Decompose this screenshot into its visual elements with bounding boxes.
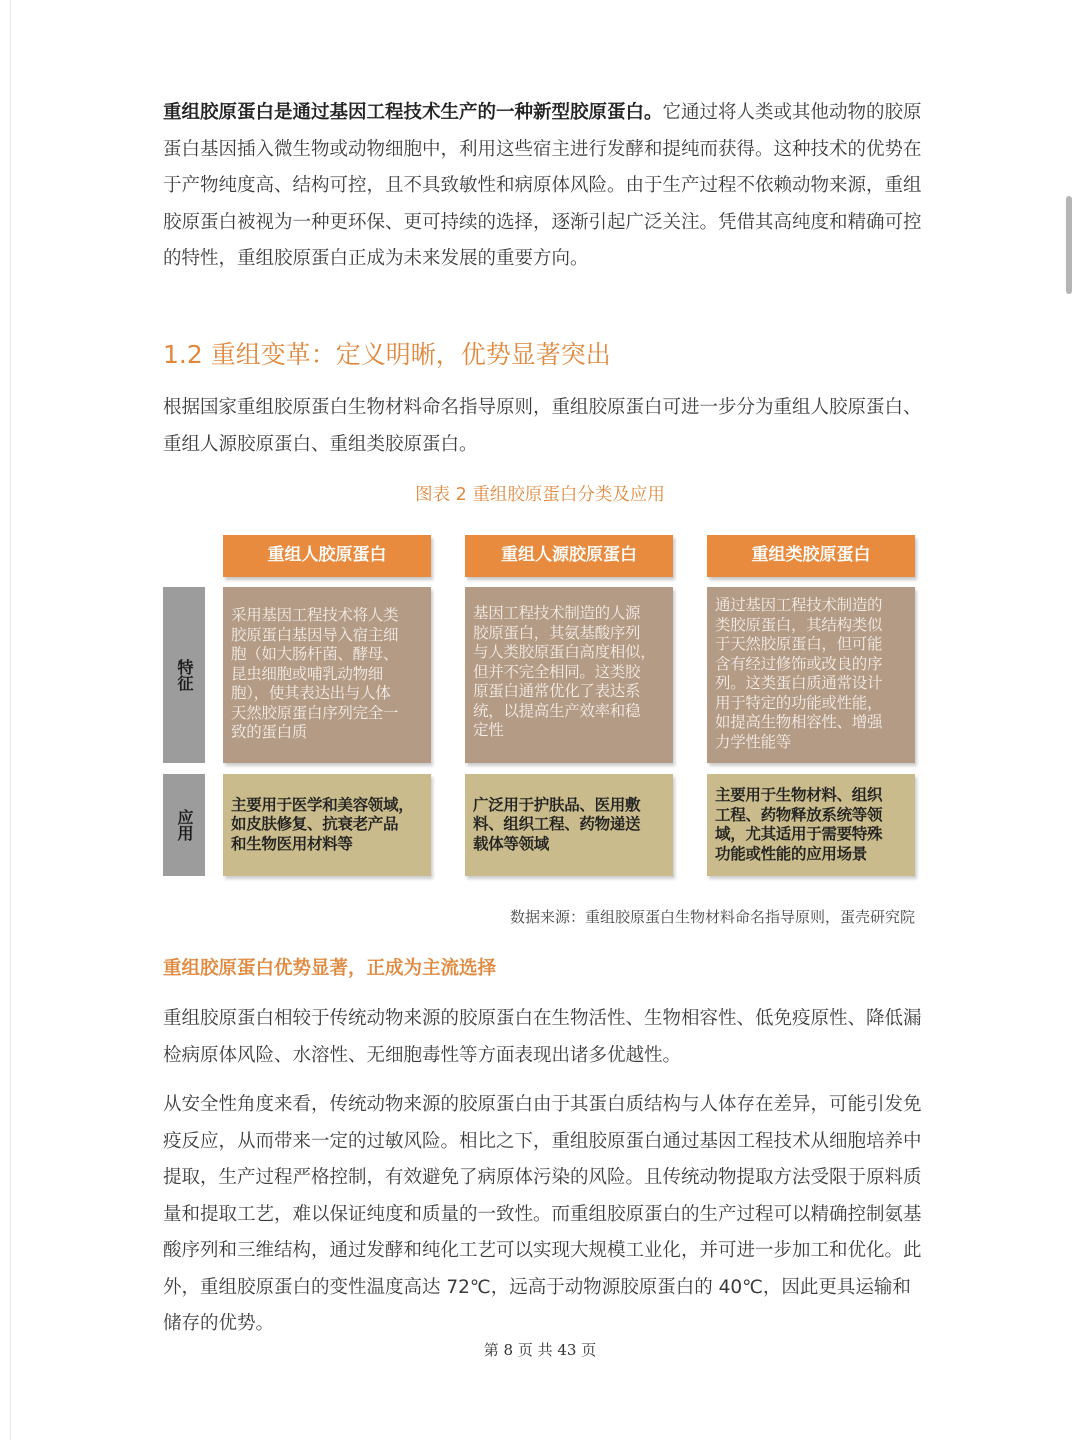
feature-cell-human-derived: 基因工程技术制造的人源 胶原蛋白，其氨基酸序列 与人类胶原蛋白高度相似， 但并不完全相同。这类胶 原蛋白通常优化了表达系 统，以提高生产效率和稳 定性 [465, 587, 673, 763]
advantages-paragraph-2: 从安全性角度来看，传统动物来源的胶原蛋白由于其蛋白质结构与人体存在差异，可能引发免疫反应，从而带来一定的过敏风险。相比之下，重组胶原蛋白通过基因工程技术从细胞培养中提取，生产过程严格控制，有效避免了病原体污染的风险。且传统动物提取方法受限于原料质量和提取工艺，难以保证纯度和质量的一致性。而重组胶原蛋白的生产过程可以精确控制氨基酸序列和三维结构，通过发酵和纯化工艺可以实现大规模工业化，并可进一步加工和优化。此外，重组胶原蛋白的变性温度高达 72℃，远高于动物源胶原蛋白的 40℃，因此更具运输和储存的优势。 [163, 1094, 922, 1334]
column-header-like: 重组类胶原蛋白 [707, 535, 915, 577]
section-heading: 1.2 重组变革：定义明晰，优势显著突出 [163, 340, 611, 369]
feature-cell-human: 采用基因工程技术将人类 胶原蛋白基因导入宿主细 胞（如大肠杆菌、酵母、 昆虫细胞或哺乳动物细 胞），使其表达出与人体 天然胶原蛋白序列完全一 致的蛋白质 [223, 587, 431, 763]
intro-bold-text: 重组胶原蛋白是通过基因工程技术生产的一种新型胶原蛋白。 [163, 102, 663, 123]
advantages-subheading: 重组胶原蛋白优势显著，正成为主流选择 [163, 958, 497, 979]
figure-title: 图表 2 重组胶原蛋白分类及应用 [415, 485, 665, 505]
application-cell-human-derived: 广泛用于护肤品、医用敷 料、组织工程、药物递送 载体等领域 [465, 774, 673, 876]
section-lead-paragraph: 根据国家重组胶原蛋白生物材料命名指导原则，重组胶原蛋白可进一步分为重组人胶原蛋白、重组人源胶原蛋白、重组类胶原蛋白。 [163, 397, 922, 455]
feature-cell-like: 通过基因工程技术制造的 类胶原蛋白，其结构类似 于天然胶原蛋白，但可能 含有经过修饰或改良的序 列。这类蛋白质通常设计 用于特定的功能或性能， 如提高生物相容性、增强 力学性能等 [707, 587, 915, 763]
row-label-features: 特征 [163, 587, 205, 763]
vertical-scrollbar[interactable] [1066, 196, 1072, 294]
page-indicator: 第 8 页 共 43 页 [483, 1341, 597, 1359]
row-label-applications: 应用 [163, 774, 205, 876]
page-edge [10, 0, 11, 1440]
advantages-paragraph-1: 重组胶原蛋白相较于传统动物来源的胶原蛋白在生物活性、生物相容性、低免疫原性、降低漏检病原体风险、水溶性、无细胞毒性等方面表现出诸多优越性。 [163, 1008, 922, 1066]
application-cell-human: 主要用于医学和美容领域， 如皮肤修复、抗衰老产品 和生物医用材料等 [223, 774, 431, 876]
column-header-human-derived: 重组人源胶原蛋白 [465, 535, 673, 577]
application-cell-like: 主要用于生物材料、组织 工程、药物释放系统等领 域，尤其适用于需要特殊 功能或性能的应用场景 [707, 774, 915, 876]
figure-source: 数据来源：重组胶原蛋白生物材料命名指导原则，蛋壳研究院 [509, 908, 915, 926]
intro-paragraph [163, 95, 923, 278]
intro-text: 它通过将人类或其他动物的胶原蛋白基因插入微生物或动物细胞中，利用这些宿主进行发酵和提纯而获得。这种技术的优势在于产物纯度高、结构可控，且不具致敏性和病原体风险。由于生产过程不依赖动物来源，重组胶原蛋白被视为一种更环保、更可持续的选择，逐渐引起广泛关注。凭借其高纯度和精确可控的特性，重组胶原蛋白正成为未来发展的重要方向。 [163, 102, 922, 269]
column-header-human: 重组人胶原蛋白 [223, 535, 431, 577]
